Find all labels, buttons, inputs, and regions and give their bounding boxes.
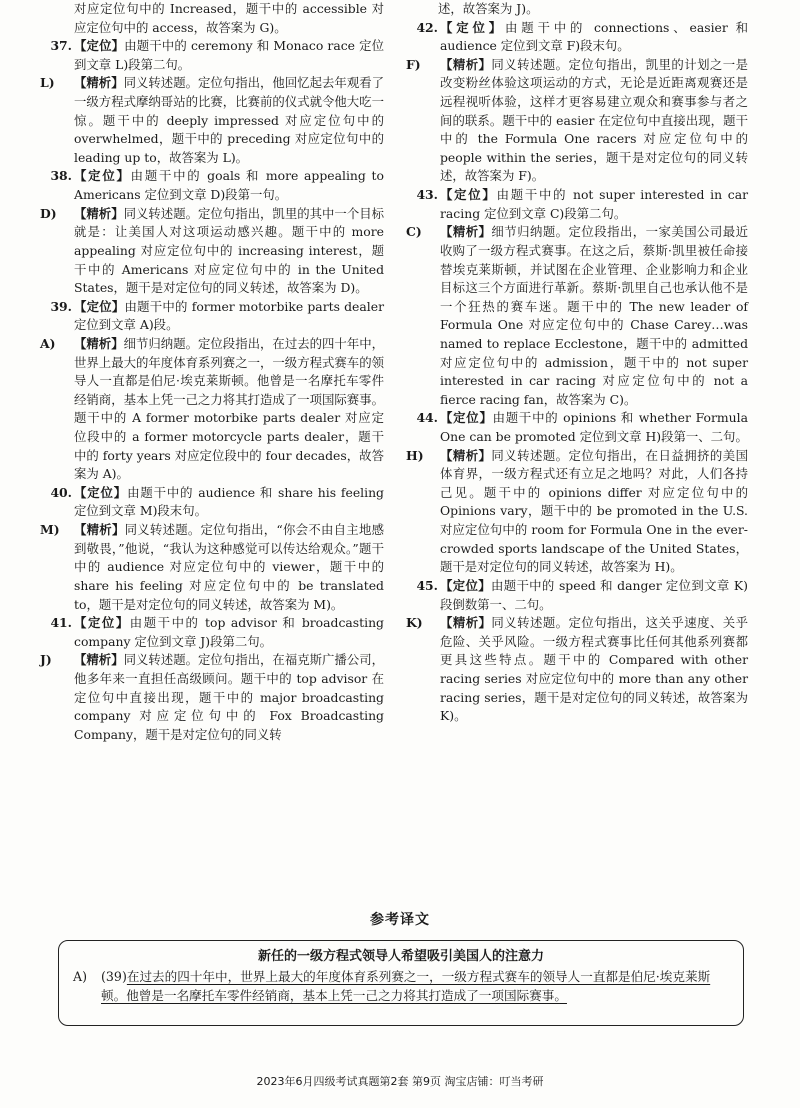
q41-continuation: 述，故答案为 J)。 [438,1,539,16]
q41-location: 41. 【定位】由题干中的 top advisor 和 broadcasting company 定位到文章 J)段第二句。 [50,615,384,649]
q43-location: 43. 【定位】由题干中的 not super interested in car racing 定位到文章 C)段第二句。 [416,187,748,221]
intro-continuation: 对应定位句中的 Increased，题干中的 accessible 对应定位句中的 access，故答案为 G)。 [74,1,384,35]
q41-analysis: J) 【精析】同义转述题。定位句指出，在福克斯广播公司，他多年来一直担任高级顾问。题干中的 top advisor 在定位句中直接出现，题干中的 major broadcasting company 对应定位句中的 Fox Broadcasting Company，题干是对定位句的同义转 [40,652,385,742]
q45-analysis: K) 【精析】同义转述题。定位句指出，这关乎速度、关乎危险、关乎风险。一级方程式赛事比任何其他系列赛都更具这些特点。题干中的 Compared with other racing series 对应定位句中的 more than any other racing series，题干是对定位句的同义转述，故答案为 K)。 [406,615,749,724]
q37-analysis: L) 【精析】同义转述题。定位句指出，他回忆起去年观看了一级方程式摩纳哥站的比赛，比赛前的仪式就令他大吃一惊。题干中的 deeply impressed 对应定位句中的 overwhelmed，题干中的 preceding 对应定位句中的 leading up to，故答案为 L)。 [40,75,385,165]
left-column [36,0,384,744]
q38-location: 38. 【定位】由题干中的 goals 和 more appealing to Americans 定位到文章 D)段第一句。 [50,168,384,203]
q43-analysis: C) 【精析】细节归纳题。定位段指出，一家美国公司最近收购了一级方程式赛事。在这之后，蔡斯·凯里被任命接替埃克莱斯顿，并试图在企业管理、企业影响力和企业目标这三个方面进行革新。蔡斯·凯里自己也承认他不是一个狂热的赛车迷。题干中的 The new leader of Formula One 对应定位句中的 Chase Carey…was named to replace Ecclestone，题干中的 admitted 对应定位句中的 admission，题干中的 not super interested in car racing 对应定位句中的 not a fierce racing fan，故答案为 C)。 [406,224,749,407]
section-title: 参考译文 [370,912,430,928]
q39-location: 39. 【定位】由题干中的 former motorbike parts dealer 定位到文章 A)段。 [50,298,384,333]
right-column [402,0,748,726]
q38-analysis: D) 【精析】同义转述题。定位句指出，凯里的其中一个目标就是：让美国人对这项运动感兴趣。题干中的 more appealing 对应定位句中的 increasing interest，题干中的 Americans 对应定位句中的 in the United States，题干是对定位句的同义转述，故答案为 D)。 [40,205,385,296]
translation-paragraph [73,967,729,1006]
translation-box [58,940,744,1026]
q42-location: 42. 【定位】由题干中的 connections、easier 和 audience 定位到文章 F)段末句。 [416,19,749,54]
q42-analysis: F) 【精析】同义转述题。定位句指出，凯里的计划之一是改变粉丝体验这项运动的方式，无论是近距离观赛还是远程视听体验，这样才更容易建立观众和赛事参与者之间的联系。题干中的 easier 在定位句中直接出现，题干中的 the Formula One racers 对应定位句中的 people within the series，题干是对定位句的同义转述，故答案为 F)。 [406,56,749,184]
paragraph-label: A) [73,968,88,984]
q45-location: 45. 【定位】由题干中的 speed 和 danger 定位到文章 K)段倒数第一、二句。 [416,577,748,612]
underlined-translation: 在过去的四十年中，世界上最大的年度体育系列赛之一，一级方程式赛车的领导人一直都是伯尼·埃克莱斯顿。他曾是一名摩托车零件经销商，基本上凭一己之力将其打造成了一项国际赛事。 [101,968,711,1004]
translation-title: 新任的一级方程式领导人希望吸引美国人的注意力 [257,949,544,964]
page-footer: 2023年6月四级考试真题第2套 第9页 淘宝店铺：叮当考研 [256,1075,544,1088]
q40-location: 40. 【定位】由题干中的 audience 和 share his feeling 定位到文章 M)段末句。 [50,484,384,519]
q39-analysis: A) 【精析】细节归纳题。定位段指出，在过去的四十年中，世界上最大的年度体育系列赛之一，一级方程式赛车的领导人一直都是伯尼·埃克莱斯顿。他曾是一名摩托车零件经销商，基本上凭一己之力将其打造成了一项国际赛事。题干中的 A former motorbike parts dealer 对应定位段中的 a former motorcycle parts dealer，题干中的 forty years 对应定位段中的 four decades，故答案为 A)。 [40,335,385,482]
q40-analysis: M) 【精析】同义转述题。定位句指出，“你会不由自主地感到敬畏，”他说，“我认为这种感觉可以传达给观众。”题干中的 audience 对应定位句中的 viewer，题干中的 share his feeling 对应定位句中的 be translated to，题干是对定位句的同义转述，故答案为 M)。 [40,522,384,612]
q44-analysis: H) 【精析】同义转述题。定位句指出，在日益拥挤的美国体育界，一级方程式还有立足之地吗？对此，人们各持己见。题干中的 opinions differ 对应定位句中的 Opinions vary，题干中的 be promoted in the U.S. 对应定位句中的 room for Formula One in the ever-crowded sports landscape of the United States，题干是对定位句的同义转述，故答案为 H)。 [406,447,749,575]
question-marker: (39) [101,968,127,984]
q37-location: 37. 【定位】由题干中的 ceremony 和 Monaco race 定位到文章 L)段第二句。 [50,38,385,72]
q44-location: 44. 【定位】由题干中的 opinions 和 whether Formula One can be promoted 定位到文章 H)段第一、二句。 [416,410,748,445]
